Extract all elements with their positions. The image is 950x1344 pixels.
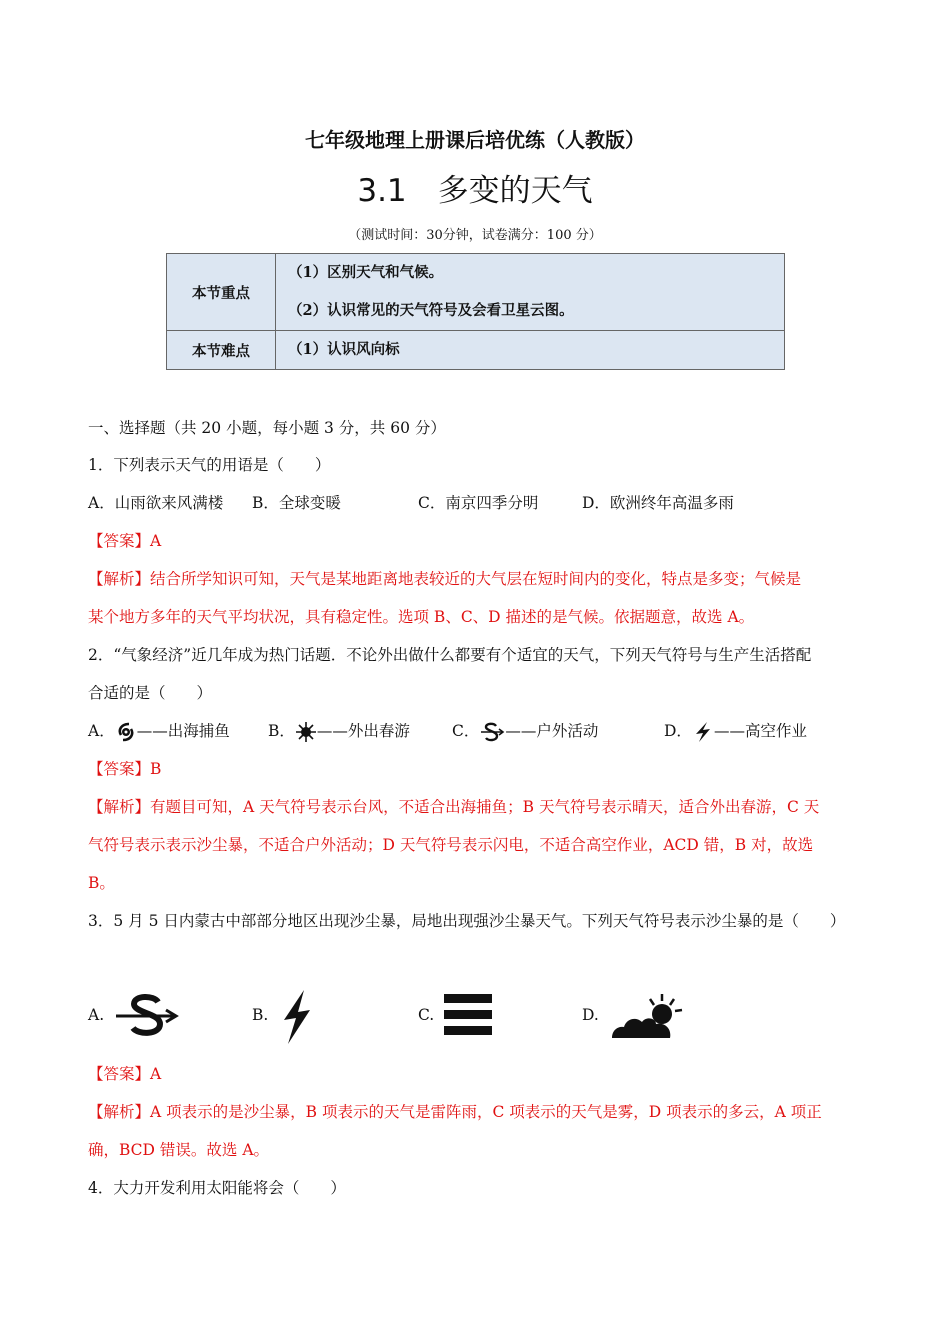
question-2-answer: 【答案】B (88, 760, 162, 778)
fog-icon (444, 994, 494, 1036)
question-1-answer: 【答案】A (88, 532, 162, 550)
difficulty-content (276, 331, 785, 370)
option-c-letter: C. (418, 1006, 435, 1024)
section-title: 一、选择题（共 20 小题，每小题 3 分，共 60 分） (88, 419, 446, 437)
question-1-analysis: 某个地方多年的天气平均状况，具有稳定性。选项 B、C、D 描述的是气候。依据题意，故选 A。 (88, 608, 755, 626)
keypoints-table (166, 253, 785, 370)
question-3-options (88, 986, 868, 1048)
focus-row (167, 254, 785, 331)
question-2-options (88, 720, 868, 744)
option-b: B．全球变暖 (252, 494, 341, 512)
option-c (452, 720, 598, 743)
option-c: C．南京四季分明 (418, 494, 539, 512)
question-1-analysis: 【解析】结合所学知识可知，天气是某地距离地表较近的大气层在短时间内的变化，特点是多变；气候是 (88, 570, 802, 588)
question-2-analysis: B。 (88, 874, 115, 892)
focus-item: （1）区别天气和气候。 (288, 264, 444, 281)
option-a: A．山雨欲来风满楼 (88, 494, 224, 512)
question-3-stem: 3．5 月 5 日内蒙古中部部分地区出现沙尘暴，局地出现强沙尘暴天气。下列天气符号表示沙尘暴的是（ ） (88, 912, 846, 930)
question-2-stem: 2．“气象经济”近几年成为热门话题．不论外出做什么都要有个适宜的天气，下列天气符号与生产生活搭配 (88, 646, 812, 664)
option-text: ——户外活动 (505, 722, 599, 740)
option-d (664, 720, 807, 743)
typhoon-icon (115, 721, 137, 743)
option-a-letter: A. (88, 1006, 105, 1024)
question-3-answer: 【答案】A (88, 1065, 162, 1083)
option-d-letter: D. (582, 1006, 599, 1024)
option-b (268, 720, 410, 743)
lightning-icon (692, 721, 714, 743)
sandstorm-icon (479, 721, 505, 743)
option-b-letter: B. (252, 1006, 269, 1024)
option-d: D．欧洲终年高温多雨 (582, 494, 734, 512)
option-letter: B． (268, 722, 295, 740)
sandstorm-icon (114, 992, 180, 1040)
focus-content (276, 254, 785, 331)
thunderstorm-icon (280, 990, 314, 1044)
lesson-title: 3.1 多变的天气 (357, 173, 593, 209)
question-3-analysis: 【解析】A 项表示的是沙尘暴，B 项表示的天气是雷阵雨，C 项表示的天气是雾，D 项表示的多云，A 项正 (88, 1103, 822, 1121)
sunny-icon (295, 721, 317, 743)
document-header-title: 七年级地理上册课后培优练（人教版） (305, 128, 645, 152)
difficulty-row (167, 331, 785, 370)
difficulty-label: 本节难点 (167, 331, 276, 370)
question-3-analysis: 确，BCD 错误。故选 A。 (88, 1141, 270, 1159)
option-letter: D． (664, 722, 692, 740)
question-2-analysis: 【解析】有题目可知，A 天气符号表示台风，不适合出海捕鱼；B 天气符号表示晴天，适合外出春游，C 天 (88, 798, 820, 816)
difficulty-item: （1）认识风向标 (288, 341, 400, 358)
question-1-options (88, 492, 868, 514)
option-text: ——出海捕鱼 (136, 722, 230, 740)
partly-cloudy-icon (610, 992, 684, 1040)
option-text: ——外出春游 (316, 722, 410, 740)
question-2-stem: 合适的是（ ） (88, 684, 213, 702)
focus-item: （2）认识常见的天气符号及会看卫星云图。 (288, 302, 574, 319)
option-letter: A． (88, 722, 115, 740)
test-info: （测试时间：30分钟，试卷满分：100 分） (348, 228, 602, 243)
question-2-analysis: 气符号表示表示沙尘暴，不适合户外活动；D 天气符号表示闪电，不适合高空作业，ACD 错，B 对，故选 (88, 836, 814, 854)
option-text: ——高空作业 (713, 722, 807, 740)
focus-label: 本节重点 (167, 254, 276, 331)
question-1-stem: 1．下列表示天气的用语是（ ） (88, 456, 331, 474)
option-a (88, 720, 230, 743)
option-letter: C． (452, 722, 480, 740)
question-4-stem: 4．大力开发利用太阳能将会（ ） (88, 1179, 346, 1197)
